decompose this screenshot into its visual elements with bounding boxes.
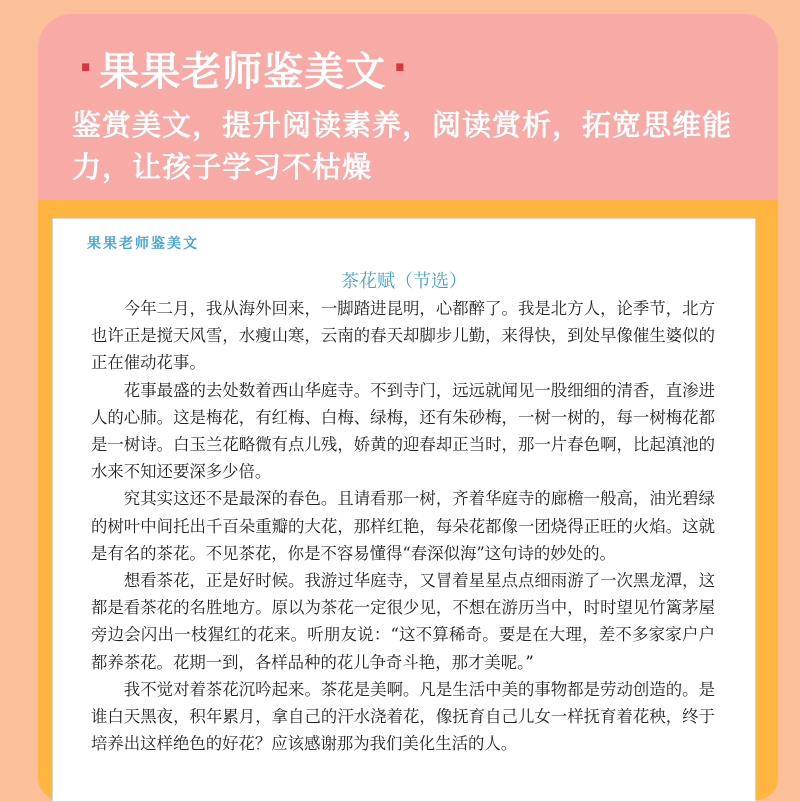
paragraph: 花事最盛的去处数着西山华庭寺。不到寺门，远远就闻见一股细细的清香，直渗进人的心肺。这是梅花，有红梅、白梅、绿梅，还有朱砂梅，一树一树的，每一树梅花都是一树诗。白玉兰花略微有点儿残，娇黄的迎春却正当时，那一片春色啊，比起滇池的水来不知还要深多少倍。 xyxy=(91,380,715,482)
document-page xyxy=(52,218,756,802)
document-title: 茶花赋（节选） xyxy=(341,271,467,292)
header-title-row xyxy=(72,38,413,98)
document-label: 果果老师鉴美文 xyxy=(87,236,199,252)
title-dot-left: · xyxy=(78,45,94,91)
header-subtitle: 鉴赏美文，提升阅读素养，阅读赏析，拓宽思维能力，让孩子学习不枯燥 xyxy=(72,108,733,184)
paragraph: 今年二月，我从海外回来，一脚踏进昆明，心都醉了。我是北方人，论季节，北方也许正是搅天风雪，水瘦山寒，云南的春天却脚步儿勤，来得快，到处早像催生婆似的正在催动花事。 xyxy=(91,299,715,373)
paragraph: 究其实这还不是最深的春色。且请看那一树，齐着华庭寺的廊檐一般高，油光碧绿的树叶中间托出千百朵重瓣的大花，那样红艳，每朵花都像一团烧得正旺的火焰。这就是有名的茶花。不见茶花，你是不容易懂得“春深似海”这句诗的妙处的。 xyxy=(91,489,715,563)
document-body xyxy=(91,295,715,757)
paragraph: 想看茶花，正是好时候。我游过华庭寺，又冒着星星点点细雨游了一次黑龙潭，这都是看茶花的名胜地方。原以为茶花一定很少见，不想在游历当中，时时望见竹篱茅屋旁边会闪出一枝猩红的花来。听朋友说：“这不算稀奇。要是在大理，差不多家家户户都养茶花。花期一到，各样品种的花儿争奇斗艳，那才美呢。” xyxy=(91,571,715,672)
header-title: 果果老师鉴美文 xyxy=(99,48,387,95)
paragraph: 我不觉对着茶花沉吟起来。茶花是美啊。凡是生活中美的事物都是劳动创造的。是谁白天黑夜，积年累月，拿自己的汗水浇着花，像抚育自己儿女一样抚育着花秧，终于培养出这样绝色的好花？应该感谢那为我们美化生活的人。 xyxy=(91,679,715,754)
title-dot-right: · xyxy=(392,45,408,91)
